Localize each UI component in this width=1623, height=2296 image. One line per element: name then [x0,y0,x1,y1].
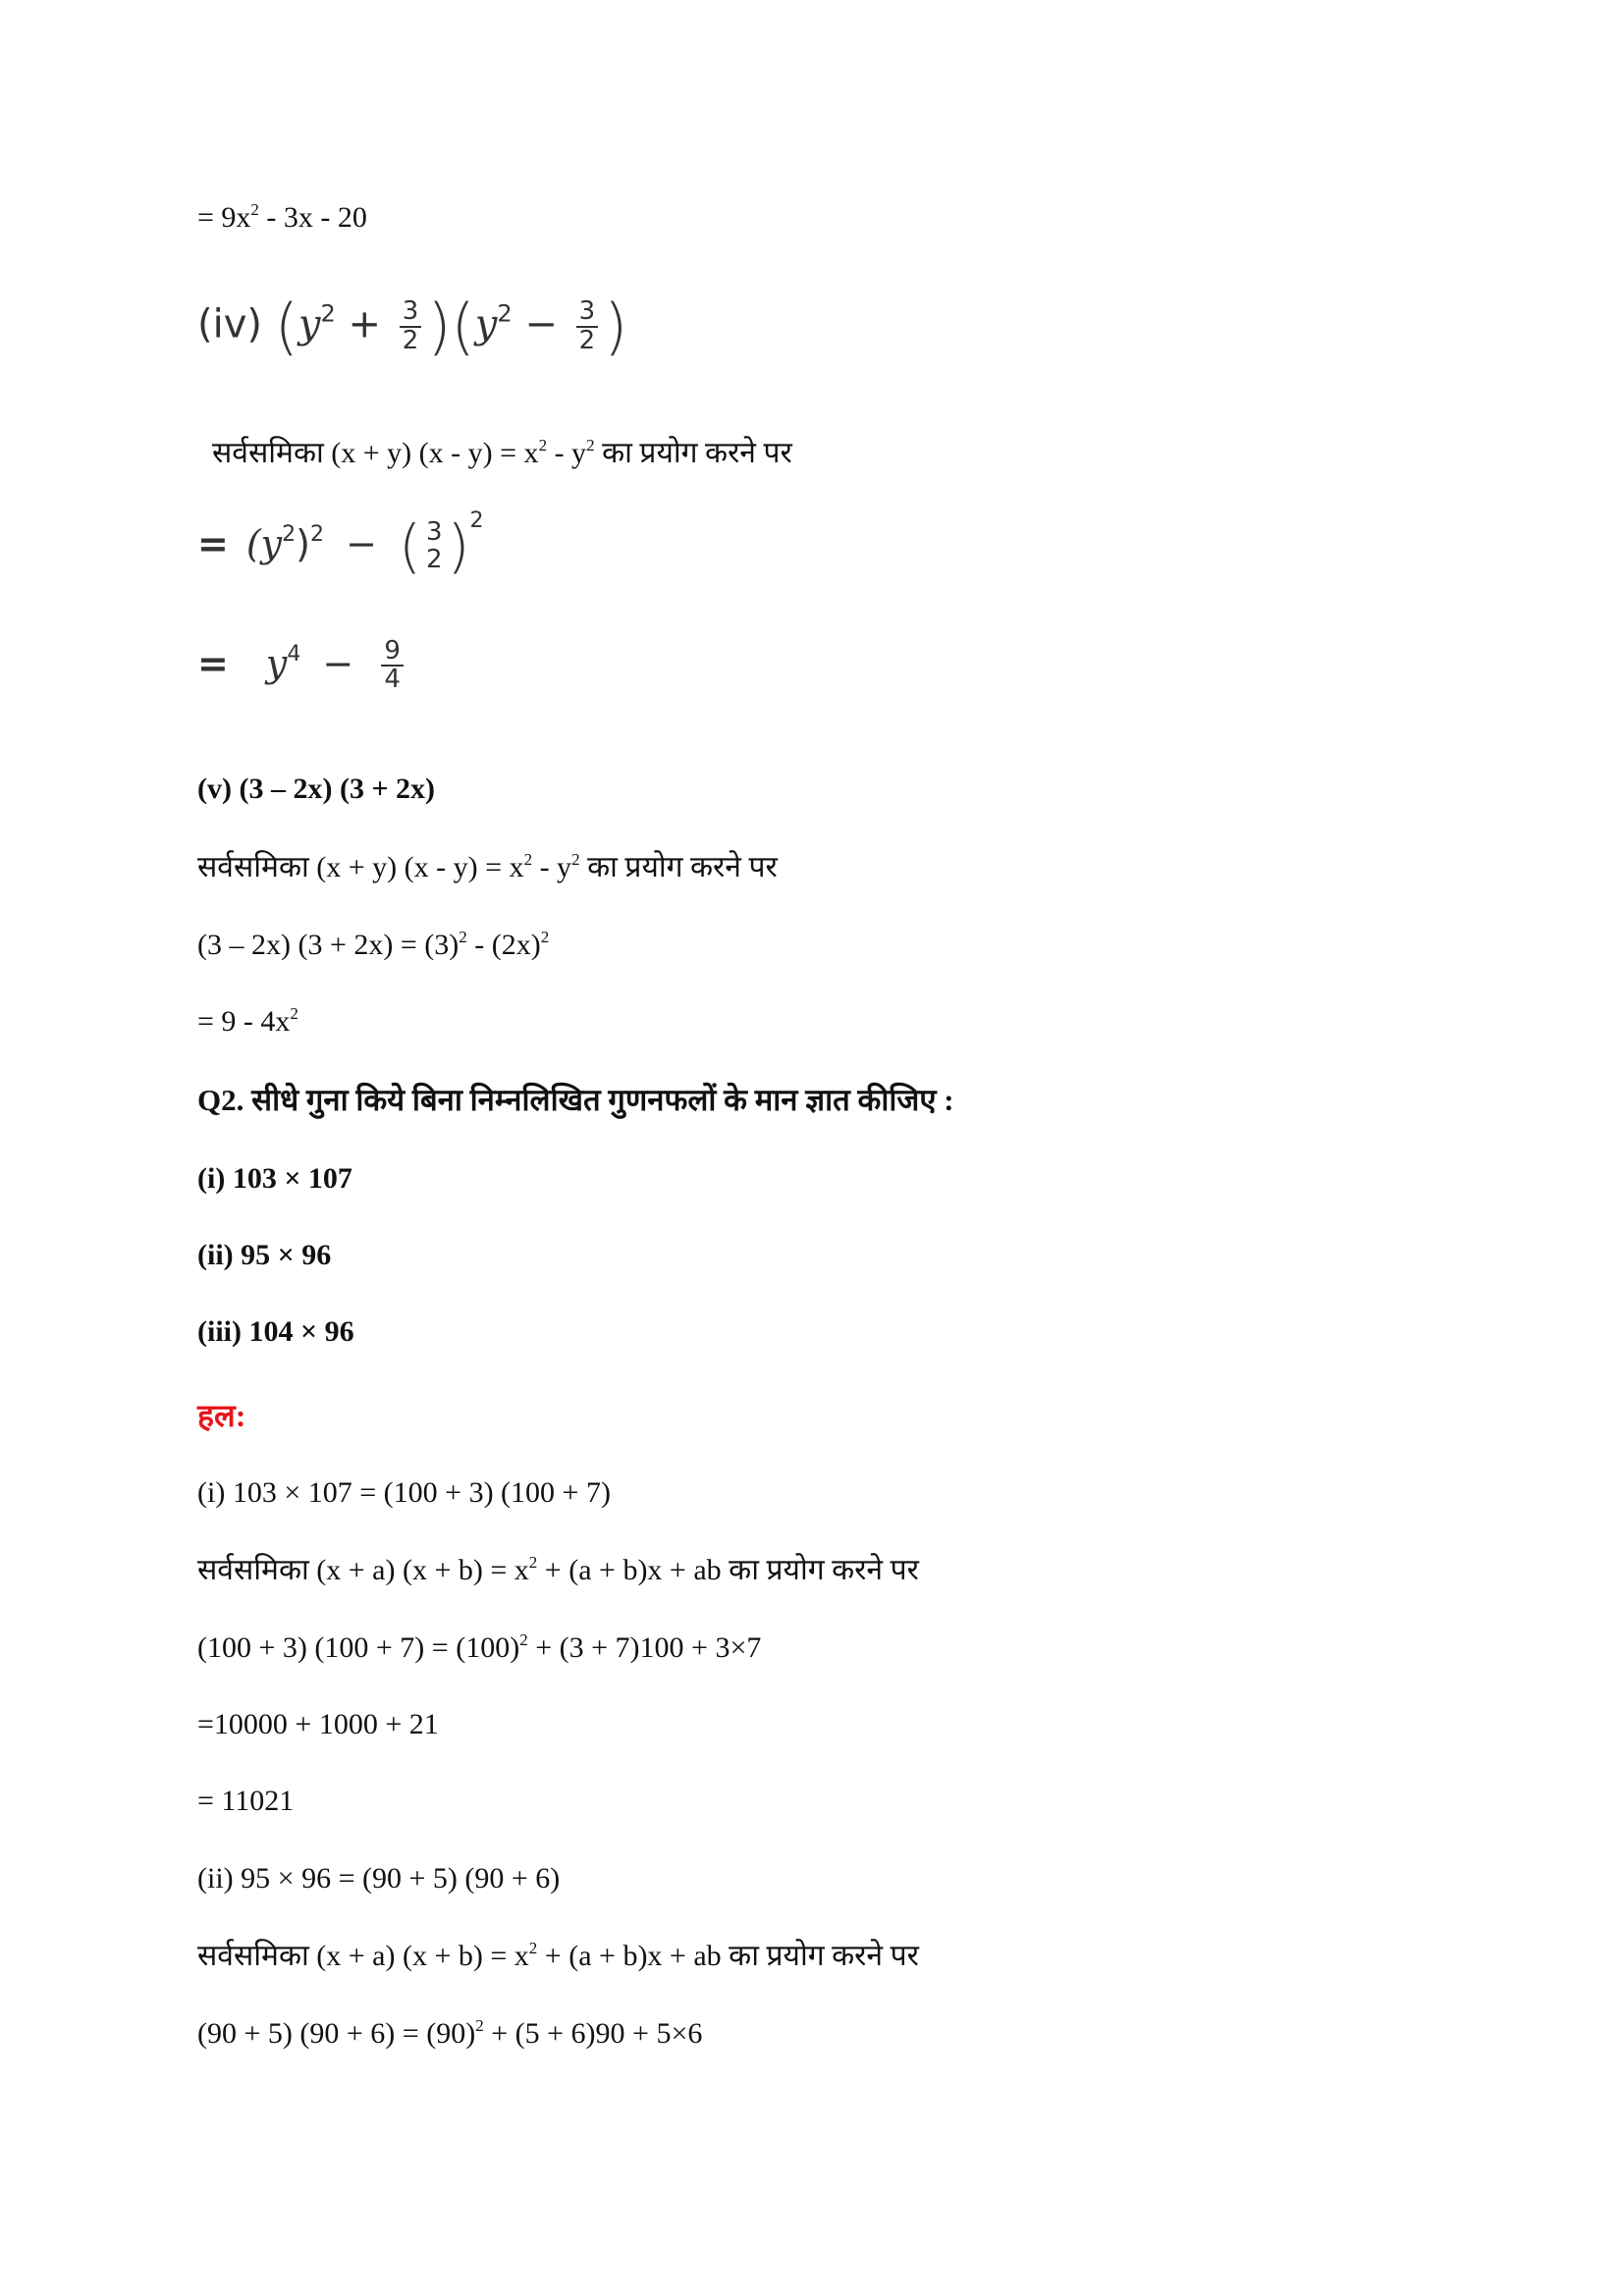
text: - y [532,851,572,883]
text: (3 – 2x) (3 + 2x) = (3) [197,929,460,961]
paren: ) [447,512,470,580]
exponent: 2 [309,522,324,547]
numerator: 3 [400,298,422,327]
variable: y [474,301,498,347]
numerator: 3 [425,517,443,548]
solution-step-1: (i) 103 × 107 = (100 + 3) (100 + 7) [197,1476,611,1509]
text: (100 + 3) (100 + 7) = (100) [197,1631,520,1664]
superscript: 2 [538,436,548,454]
expression-iv [197,291,627,362]
text: + (5 + 6)90 + 5×6 [483,2017,703,2050]
identity-line-b [197,850,778,885]
solution-step-5 [197,2016,702,2052]
text: का प्रयोग करने पर [594,437,792,469]
equals-sign: = [197,641,229,685]
operator: − [322,641,354,685]
part-v-heading: (v) (3 – 2x) (3 + 2x) [197,773,436,805]
fraction [423,519,446,573]
superscript: 2 [540,928,550,946]
paren: ( [451,291,475,362]
text: + (3 + 7)100 + 3×7 [527,1631,762,1664]
solution-step-2 [197,1630,761,1666]
solution-heading: हल: [197,1398,246,1433]
denominator: 2 [402,325,419,355]
paren: ( [399,512,421,580]
text: सर्वसमिका (x + a) (x + b) = x [197,1940,529,1972]
paren: ) [296,522,310,565]
denominator: 2 [578,325,596,355]
exponent: 2 [282,522,297,547]
text: + (a + b)x + ab का प्रयोग करने पर [537,1940,919,1972]
denominator: 2 [425,544,443,574]
fraction [576,298,599,354]
variable: y [265,641,288,685]
operator: + [348,301,382,347]
identity-line-a [212,436,792,471]
result-line-iii [197,200,367,236]
part-v-step-1 [197,928,549,963]
operator: − [524,301,558,347]
equation-step-2 [197,638,409,694]
text: सर्वसमिका (x + a) (x + b) = x [197,1554,529,1586]
superscript: 2 [528,1939,538,1957]
question-2-part-i: (i) 103 × 107 [197,1162,352,1195]
exponent: 4 [287,641,301,667]
exponent: 2 [469,508,484,533]
text: - y [547,437,587,469]
superscript: 2 [586,436,595,454]
text: सर्वसमिका (x + y) (x - y) = x [197,851,524,883]
exponent: 2 [497,299,513,328]
equation-step-1 [197,508,484,580]
fraction [381,638,404,694]
text: = 9x [197,201,251,234]
question-2-part-iii: (iii) 104 × 96 [197,1315,354,1348]
solution-result-1: = 11021 [197,1785,295,1817]
solution-step-3: =10000 + 1000 + 21 [197,1708,439,1740]
text: - (2x) [466,929,541,961]
question-2-part-ii: (ii) 95 × 96 [197,1239,332,1271]
superscript: 2 [250,200,259,219]
superscript: 2 [519,1630,528,1649]
equals-sign: = [197,522,229,565]
solution-step-4: (ii) 95 × 96 = (90 + 5) (90 + 6) [197,1862,561,1895]
part-v-step-2 [197,1004,298,1040]
question-2-heading: Q2. सीधे गुना किये बिना निम्नलिखित गुणनफलों के मान ज्ञात कीजिए : [197,1083,954,1117]
solution-identity-2 [197,1939,919,1974]
variable: (y [245,522,283,565]
paren: ) [604,291,628,362]
text: (90 + 5) (90 + 6) = (90) [197,2017,476,2050]
superscript: 2 [290,1004,298,1023]
text: - 3x - 20 [258,201,367,234]
part-label: (iv) [197,301,262,347]
operator: − [346,522,377,565]
text: + (a + b)x + ab का प्रयोग करने पर [537,1554,919,1586]
text: = 9 - 4x [197,1005,291,1038]
exponent: 2 [320,299,336,328]
superscript: 2 [523,850,533,869]
variable: y [298,301,321,347]
paren: ) [427,291,452,362]
numerator: 9 [381,638,404,667]
text: का प्रयोग करने पर [579,851,778,883]
numerator: 3 [576,298,599,327]
superscript: 2 [528,1553,538,1572]
paren: ( [274,291,298,362]
superscript: 2 [475,2016,484,2035]
solution-identity-1 [197,1553,919,1588]
superscript: 2 [571,850,580,869]
text: सर्वसमिका (x + y) (x - y) = x [212,437,539,469]
fraction [400,298,422,354]
superscript: 2 [459,928,467,946]
denominator: 4 [384,665,401,695]
